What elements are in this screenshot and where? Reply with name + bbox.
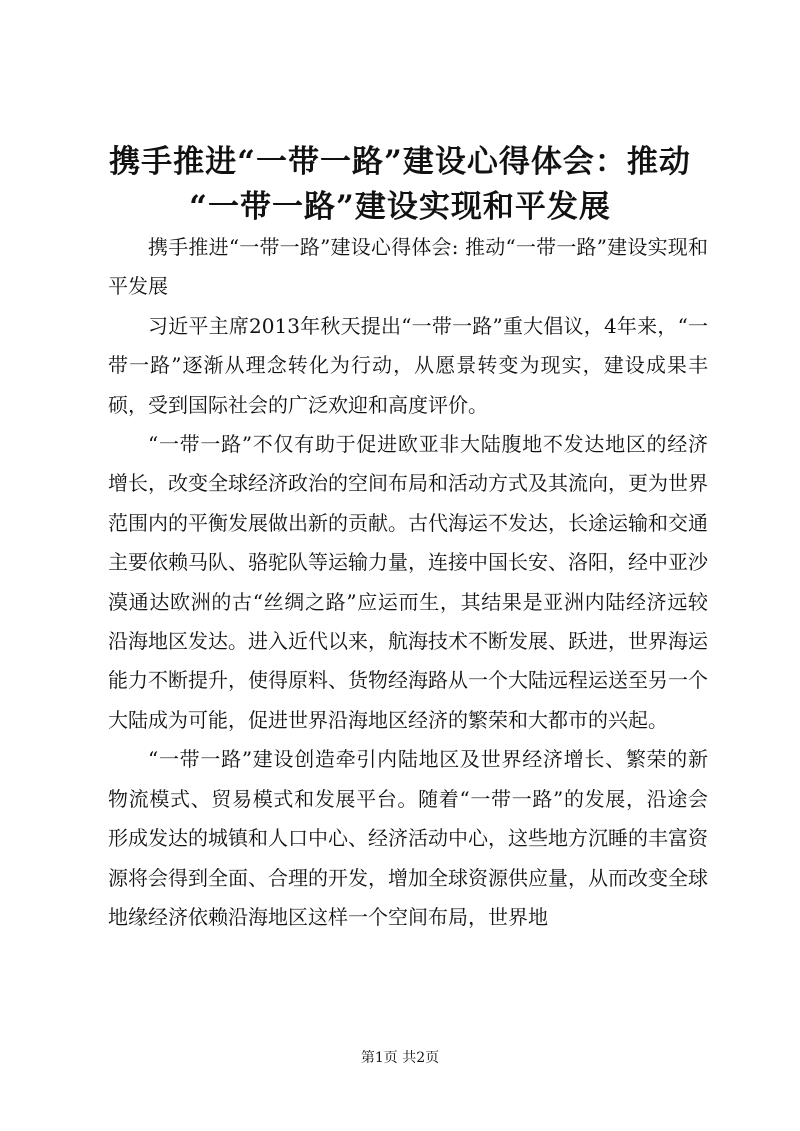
document-body xyxy=(108,228,708,937)
title-line-2: “一带一路”建设实现和平发展 xyxy=(189,189,611,225)
paragraph-2: “一带一路”不仅有助于促进欧亚非大陆腹地不发达地区的经济增长，改变全球经济政治的空间布局和活动方式及其流向，更为世界范围内的平衡发展做出新的贡献。古代海运不发达，长途运输和交通主要依赖马队、骆驼队等运输力量，连接中国长安、洛阳，经中亚沙漠通达欧洲的古“丝绸之路”应运而生，其结果是亚洲内陆经济远较沿海地区发达。进入近代以来，航海技术不断发展、跃进，世界海运能力不断提升，使得原料、货物经海路从一个大陆远程运送至另一个大陆成为可能，促进世界沿海地区经济的繁荣和大都市的兴起。 xyxy=(108,432,708,732)
page-number-footer: 第1页 共2页 xyxy=(360,1050,440,1066)
document-title xyxy=(90,140,710,230)
paragraph-3: “一带一路”建设创造牵引内陆地区及世界经济增长、繁荣的新物流模式、贸易模式和发展平台。随着“一带一路”的发展，沿途会形成发达的城镇和人口中心、经济活动中心，这些地方沉睡的丰富资源将会得到全面、合理的开发，增加全球资源供应量，从而改变全球地缘经济依赖沿海地区这样一个空间布局，世界地 xyxy=(108,747,708,929)
title-line-1: 携手推进“一带一路”建设心得体会：推动 xyxy=(109,144,691,180)
paragraph-1: 习近平主席2013年秋天提出“一带一路”重大倡议，4年来，“一带一路”逐渐从理念转化为行动，从愿景转变为现实，建设成果丰硕，受到国际社会的广泛欢迎和高度评价。 xyxy=(108,313,708,417)
paragraph-subtitle: 携手推进“一带一路”建设心得体会: 推动“一带一路”建设实现和平发展 xyxy=(108,235,708,299)
